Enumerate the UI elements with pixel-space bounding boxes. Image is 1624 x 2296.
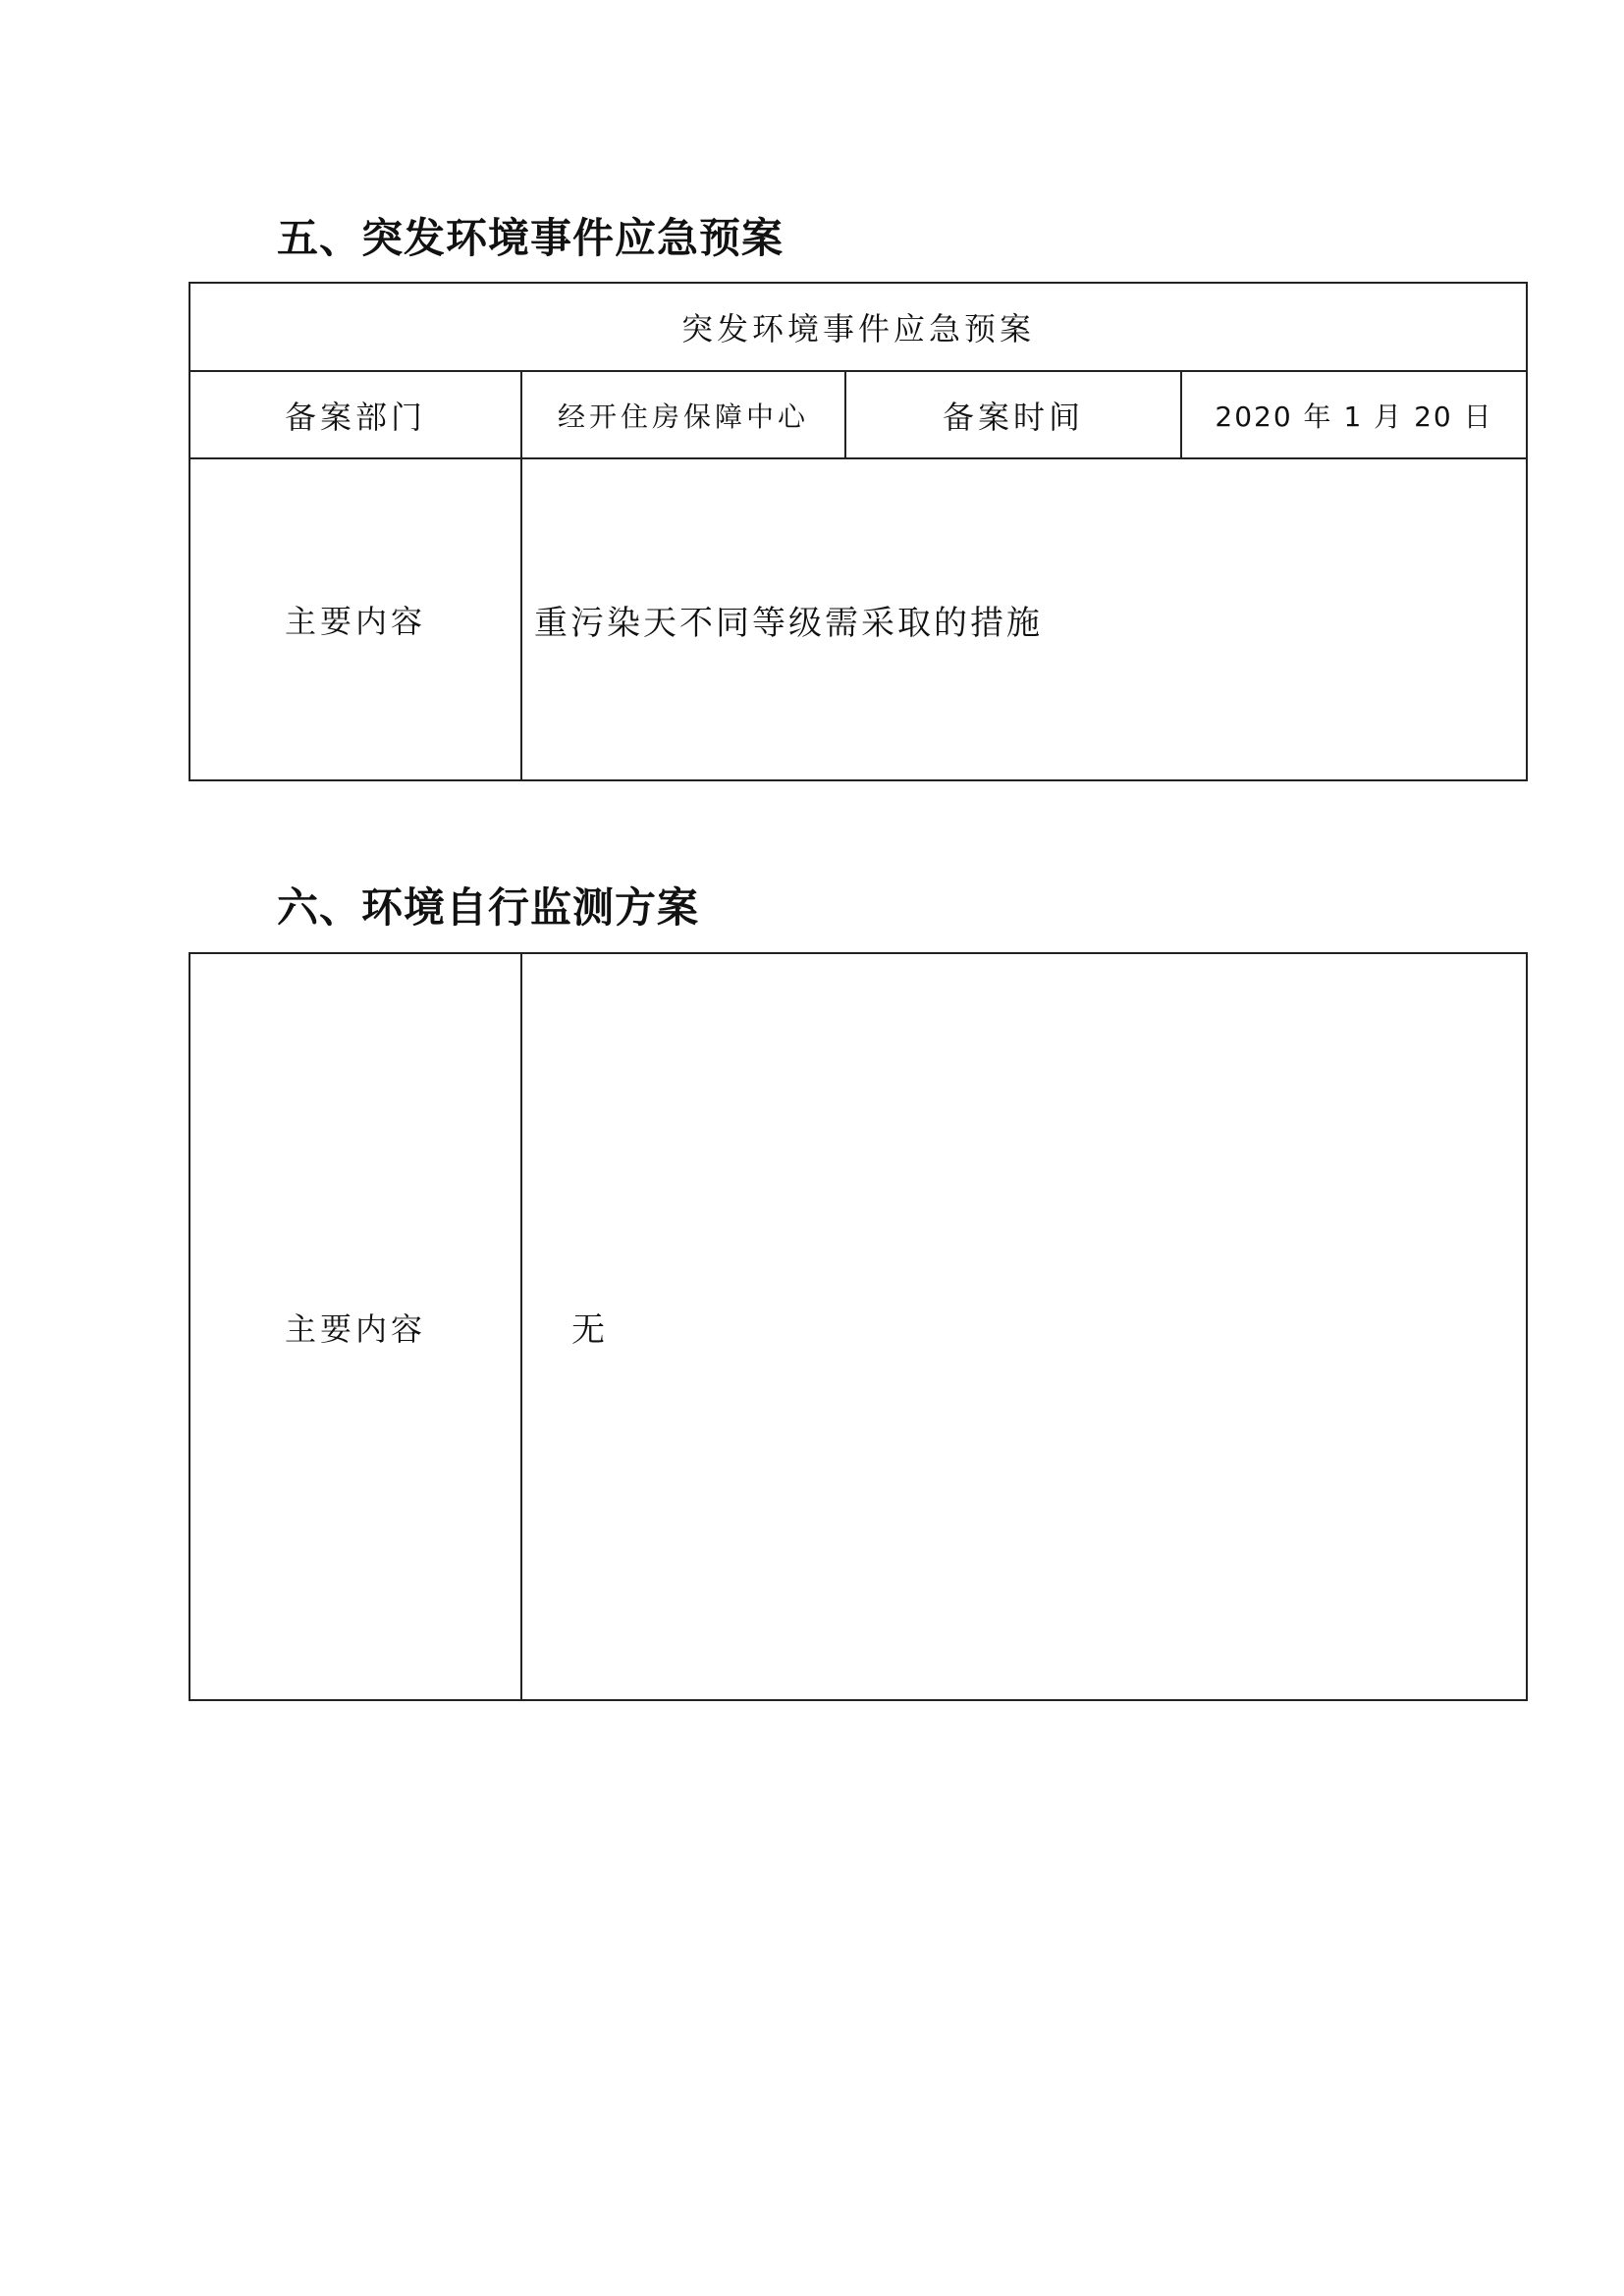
content-label: 主要内容 xyxy=(190,457,520,779)
record-dept-label: 备案部门 xyxy=(190,370,520,457)
emergency-plan-table xyxy=(189,282,1528,781)
content-value: 重污染天不同等级需采取的措施 xyxy=(520,457,1526,779)
table-title: 突发环境事件应急预案 xyxy=(680,310,1035,347)
record-time-value: 2020 年 1 月 20 日 xyxy=(1180,370,1526,457)
section-5-heading: 五、突发环境事件应急预案 xyxy=(277,214,785,262)
content-label: 主要内容 xyxy=(284,1309,426,1348)
section-6-heading: 六、环境自行监测方案 xyxy=(277,883,700,932)
record-dept-value: 经开住房保障中心 xyxy=(520,370,844,457)
content-value: 无 xyxy=(520,954,1526,1699)
record-time-label: 备案时间 xyxy=(844,370,1180,457)
monitoring-plan-table xyxy=(189,952,1528,1701)
